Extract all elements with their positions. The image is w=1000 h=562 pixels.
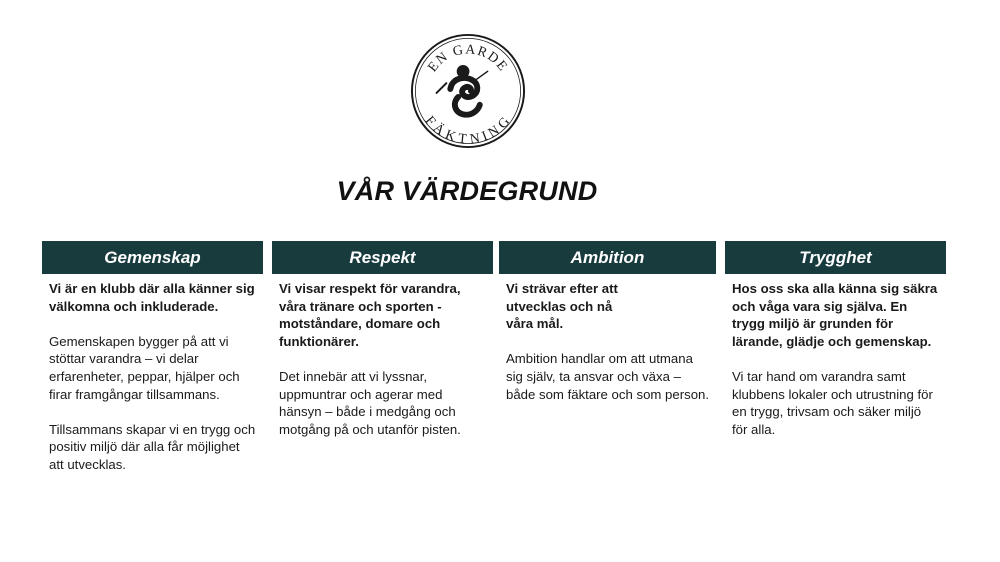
column-heading: Gemenskap bbox=[42, 241, 263, 274]
column-paragraph: Ambition handlar om att utmana sig själv, ta ansvar och växa – både som fäktare och som person. bbox=[506, 351, 710, 402]
column-heading: Respekt bbox=[272, 241, 493, 274]
column-lead-text: Vi är en klubb där alla känner sig välkomna och inkluderade. bbox=[49, 281, 255, 314]
logo-top-text: EN GARDE bbox=[424, 41, 512, 75]
column-body bbox=[725, 274, 946, 438]
column-heading: Trygghet bbox=[725, 241, 946, 274]
column-body bbox=[272, 274, 493, 438]
svg-text:FÄKTNING bbox=[422, 113, 513, 146]
value-column-ambition bbox=[499, 241, 716, 403]
value-column-gemenskap bbox=[42, 241, 263, 474]
page-title: VÅR VÄRDEGRUND bbox=[336, 176, 598, 206]
column-body bbox=[499, 274, 716, 403]
column-paragraph: Tillsammans skapar vi en trygg och positiv miljö där alla får möjlighet att utvecklas. bbox=[49, 421, 256, 472]
column-paragraph: Gemenskapen bygger på att vi stöttar varandra – vi delar erfarenheter, peppar, hjälper och firar framgångar tillsammans. bbox=[49, 333, 240, 402]
column-lead-text: Hos oss ska alla känna sig säkra och våga vara sig själva. En trygg miljö är grunden för lärande, glädje och gemenskap. bbox=[732, 281, 938, 349]
column-lead-text: Vi strävar efter att utvecklas och nå våra mål. bbox=[506, 281, 618, 332]
value-column-trygghet bbox=[725, 241, 946, 438]
fencer-emblem-icon bbox=[409, 32, 527, 150]
column-heading: Ambition bbox=[499, 241, 716, 274]
column-lead-text: Vi visar respekt för varandra, våra tränare och sporten - motståndare, domare och funktionärer. bbox=[279, 281, 461, 349]
column-paragraph: Vi tar hand om varandra samt klubbens lokaler och utrustning för en trygg, trivsam och säker miljö för alla. bbox=[732, 368, 933, 437]
club-logo bbox=[409, 32, 527, 150]
logo-bottom-text: FÄKTNING bbox=[422, 112, 514, 147]
value-column-respekt bbox=[272, 241, 493, 438]
column-paragraph: Det innebär att vi lyssnar, uppmuntrar och agerar med hänsyn – både i medgång och motgång på och utanför pisten. bbox=[279, 368, 461, 437]
column-body bbox=[42, 274, 263, 474]
